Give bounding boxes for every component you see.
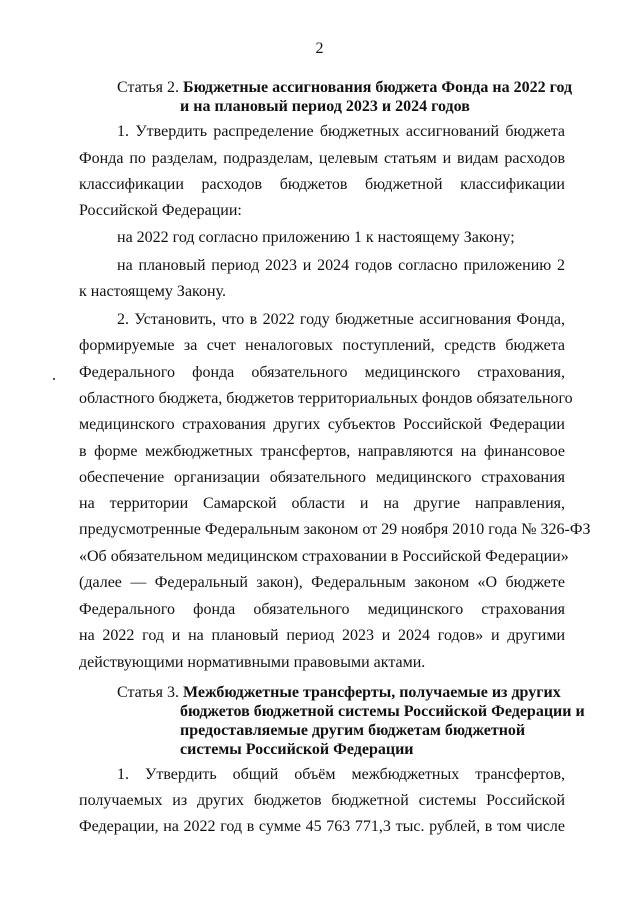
page-number: 2	[315, 40, 324, 57]
paragraph-line: на 2022 год и на плановый период 2023 и 2024 годов» и другими	[79, 627, 565, 644]
article-3-title-line-4: системы Российской Федерации	[180, 741, 414, 758]
paragraph-line: областного бюджета, бюджетов территориальных фондов обязательного	[79, 390, 573, 407]
scan-speck	[53, 378, 55, 380]
paragraph-line: Фонда по разделам, подразделам, целевым статьям и видам расходов	[79, 150, 565, 167]
paragraph-line: (далее — Федеральный закон), Федеральным законом «О бюджете	[79, 574, 565, 591]
paragraph-line: Федерального фонда обязательного медицинского страхования	[79, 601, 565, 618]
article-2-title-line-2: и на плановый период 2023 и 2024 годов	[180, 98, 470, 115]
paragraph-line: предусмотренные Федеральным законом от 29 ноября 2010 года № 326-ФЗ	[79, 521, 591, 538]
paragraph-line: Российской Федерации:	[79, 202, 242, 219]
paragraph-line: классификации расходов бюджетов бюджетной классификации	[79, 176, 565, 193]
paragraph-line: на территории Самарской области и на другие направления,	[79, 495, 565, 512]
paragraph-line: действующими нормативными правовыми актами.	[79, 654, 426, 671]
article-2-label: Статья 2.	[117, 79, 179, 96]
paragraph-line: обеспечение организации обязательного медицинского страхования	[79, 469, 565, 486]
paragraph-line: получаемых из других бюджетов бюджетной системы Российской	[79, 792, 565, 809]
paragraph-line: формируемые за счет неналоговых поступлений, средств бюджета	[79, 337, 565, 354]
article-2-heading-line-1	[117, 78, 572, 97]
article-2-title-line-1: Бюджетные ассигнования бюджета Фонда на 2022 год	[182, 79, 573, 96]
article-3-title-line-2: бюджетов бюджетной системы Российской Федерации и	[180, 703, 585, 720]
paragraph-line: на плановый период 2023 и 2024 годов согласно приложению 2	[117, 257, 565, 274]
article-3-label: Статья 3.	[117, 684, 179, 701]
paragraph-line: 1. Утвердить распределение бюджетных ассигнований бюджета	[117, 123, 565, 140]
paragraph-line: Федерации, на 2022 год в сумме 45 763 771,3 тыс. рублей, в том числе	[79, 818, 565, 835]
paragraph-line: в форме межбюджетных трансфертов, направляются на финансовое	[79, 443, 565, 460]
article-3-heading-line-1	[117, 683, 561, 702]
paragraph-line: 2. Установить, что в 2022 году бюджетные ассигнования Фонда,	[117, 311, 565, 328]
article-3-title-line-3: предоставляемые другим бюджетам бюджетной	[180, 722, 526, 739]
paragraph-line: к настоящему Закону.	[79, 283, 226, 300]
paragraph-line: Федерального фонда обязательного медицинского страхования,	[79, 364, 565, 381]
paragraph-line: медицинского страхования других субъектов Российской Федерации	[79, 416, 565, 433]
paragraph-line: «Об обязательном медицинском страховании в Российской Федерации»	[79, 548, 569, 565]
paragraph-line: на 2022 год согласно приложению 1 к настоящему Закону;	[117, 229, 515, 246]
paragraph-line: 1. Утвердить общий объём межбюджетных трансфертов,	[117, 766, 565, 783]
article-3-title-line-1: Межбюджетные трансферты, получаемые из других	[182, 684, 561, 701]
